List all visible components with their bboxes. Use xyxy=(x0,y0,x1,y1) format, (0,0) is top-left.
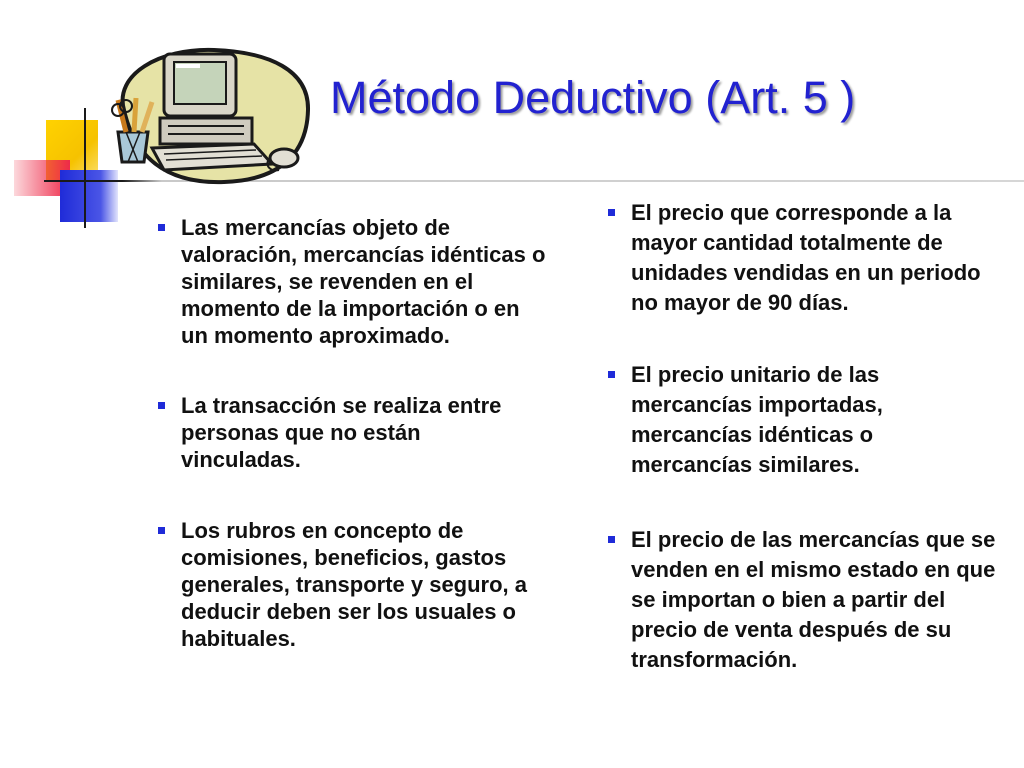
square-bullet-icon xyxy=(608,536,615,543)
bullet-text: El precio de las mercancías que se venden en el mismo estado en que se importan o bien a partir del precio de venta después de su transformación. xyxy=(631,527,996,672)
square-bullet-icon xyxy=(608,209,615,216)
right-bullet-item xyxy=(606,198,996,318)
decorative-vertical-line xyxy=(84,108,86,228)
slide-title: Método Deductivo (Art. 5 ) xyxy=(330,72,856,123)
left-bullet-item xyxy=(156,392,546,473)
square-bullet-icon xyxy=(158,224,165,231)
right-bullet-list xyxy=(606,198,996,675)
square-bullet-icon xyxy=(158,402,165,409)
bullet-text: El precio unitario de las mercancías importadas, mercancías idénticas o mercancías similares. xyxy=(631,362,883,477)
computer-clipart-icon xyxy=(104,40,316,190)
square-bullet-icon xyxy=(158,527,165,534)
bullet-text: La transacción se realiza entre personas que no están vinculadas. xyxy=(181,393,502,472)
left-bullet-list xyxy=(156,214,546,652)
right-bullet-item xyxy=(606,360,996,480)
square-bullet-icon xyxy=(608,371,615,378)
right-bullet-item xyxy=(606,525,996,675)
bullet-text: Los rubros en concepto de comisiones, beneficios, gastos generales, transporte y seguro, a deducir deben ser los usuales o habituales. xyxy=(181,518,528,651)
left-bullet-item xyxy=(156,214,546,349)
bullet-text: Las mercancías objeto de valoración, mercancías idénticas o similares, se revenden en el momento de la importación o en un momento aproximado. xyxy=(181,215,546,348)
bullet-text: El precio que corresponde a la mayor cantidad totalmente de unidades vendidas en un periodo no mayor de 90 días. xyxy=(631,200,981,315)
left-bullet-item xyxy=(156,517,546,652)
